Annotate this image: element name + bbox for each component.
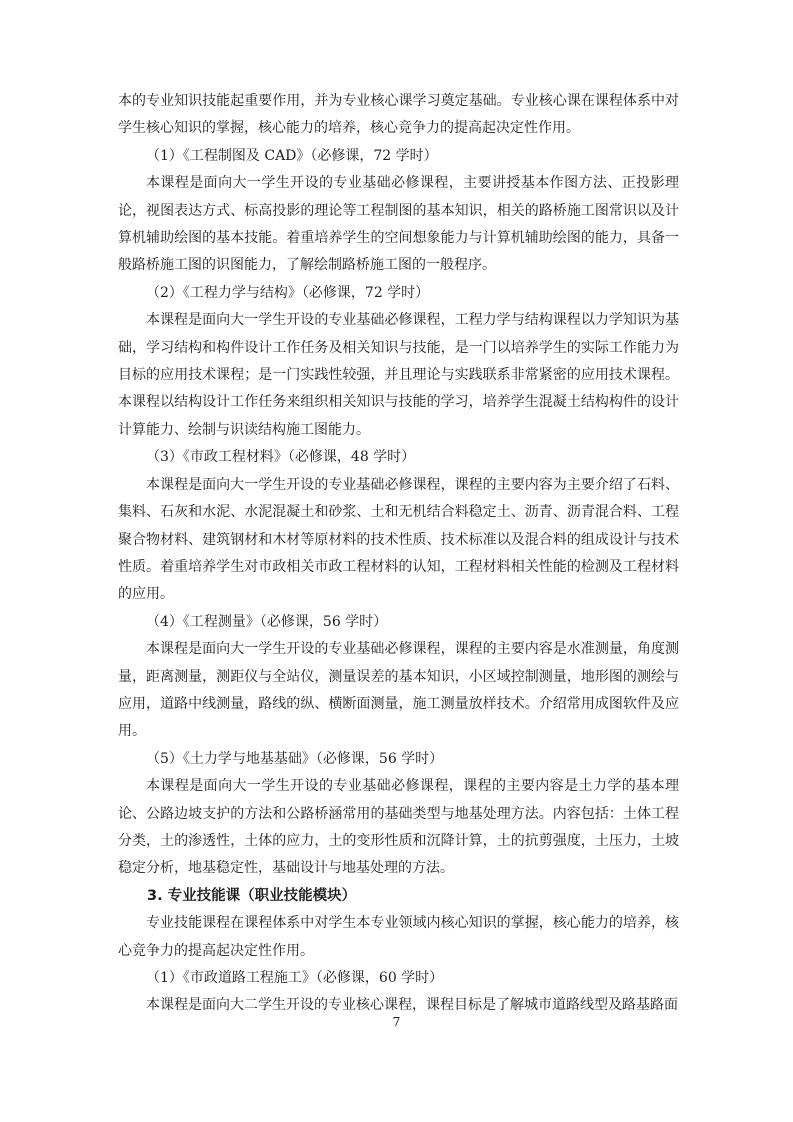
course-heading-engineering-drawing-cad: （1）《工程制图及 CAD》（必修课，72 学时） xyxy=(146,147,438,164)
section-heading-professional-skills: 3. 专业技能课（职业技能模块） xyxy=(147,887,357,904)
course-heading-engineering-mechanics: （2）《工程力学与结构》（必修课，72 学时） xyxy=(146,284,430,301)
course-heading-municipal-road-construction: （1）《市政道路工程施工》（必修课，60 学时） xyxy=(146,970,444,986)
page-number: 7 xyxy=(392,1014,401,1029)
section-intro: 专业技能课程在课程体系中对学生本专业领域内核心知识的掌握，核心能力的培养，核心竞争力的提高起决定性作用。 xyxy=(118,915,679,959)
course-description: 本课程是面向大一学生开设的专业基础必修课程，课程的主要内容是土力学的基本理论、公路边坡支护的方法和公路桥涵常用的基础类型与地基处理方法。内容包括：土体工程分类，土的渗透性，土体的应力，土的变形性质和沉降计算，土的抗剪强度，土压力，土坡稳定分析，地基稳定性，基础设计与地基处理的方法。 xyxy=(118,778,679,877)
course-description: 本课程是面向大一学生开设的专业基础必修课程，主要讲授基本作图方法、正投影理论，视图表达方式、标高投影的理论等工程制图的基本知识，相关的路桥施工图常识以及计算机辅助绘图的基本技能。着重培养学生的空间想象能力与计算机辅助绘图的能力，具备一般路桥施工图的识图能力，了解绘制路桥施工图的一般程序。 xyxy=(118,175,679,274)
course-heading-engineering-survey: （4）《工程测量》（必修课，56 学时） xyxy=(146,613,388,630)
course-heading-municipal-materials: （3）《市政工程材料》（必修课，48 学时） xyxy=(146,449,416,466)
course-description: 本课程是面向大一学生开设的专业基础必修课程，工程力学与结构课程以力学知识为基础，学习结构和构件设计工作任务及相关知识与技能，是一门以培养学生的实际工作能力为目标的应用技术课程；是一门实践性较强，并且理论与实践联系非常紧密的应用技术课程。本课程以结构设计工作任务来组织相关知识与技能的学习，培养学生混凝土结构构件的设计计算能力、绘制与识读结构施工图能力。 xyxy=(118,312,679,438)
course-description-truncated: 本课程是面向大二学生开设的专业核心课程，课程目标是了解城市道路线型及路基路面 xyxy=(146,997,678,1014)
course-description: 本课程是面向大一学生开设的专业基础必修课程，课程的主要内容为主要介绍了石料、集料、石灰和水泥、水泥混凝土和砂浆、土和无机结合料稳定土、沥青、沥青混合料、工程聚合物材料、建筑钢材和木材等原材料的技术性质、技术标准以及混合料的组成设计与技术性质。着重培养学生对市政相关市政工程材料的认知，工程材料相关性能的检测及工程材料的应用。 xyxy=(118,476,679,603)
paragraph-continuation: 本的专业知识技能起重要作用，并为专业核心课学习奠定基础。专业核心课在课程体系中对学生核心知识的掌握，核心能力的培养，核心竞争力的提高起决定性作用。 xyxy=(118,93,679,137)
course-description: 本课程是面向大一学生开设的专业基础必修课程，课程的主要内容是水准测量，角度测量，距离测量，测距仪与全站仪，测量误差的基本知识，小区域控制测量，地形图的测绘与应用，道路中线测量，路线的纵、横断面测量，施工测量放样技术。介绍常用成图软件及应用。 xyxy=(118,641,679,740)
course-heading-soil-mechanics: （5）《土力学与地基基础》（必修课，56 学时） xyxy=(146,750,444,767)
page-body-text xyxy=(118,88,679,1020)
